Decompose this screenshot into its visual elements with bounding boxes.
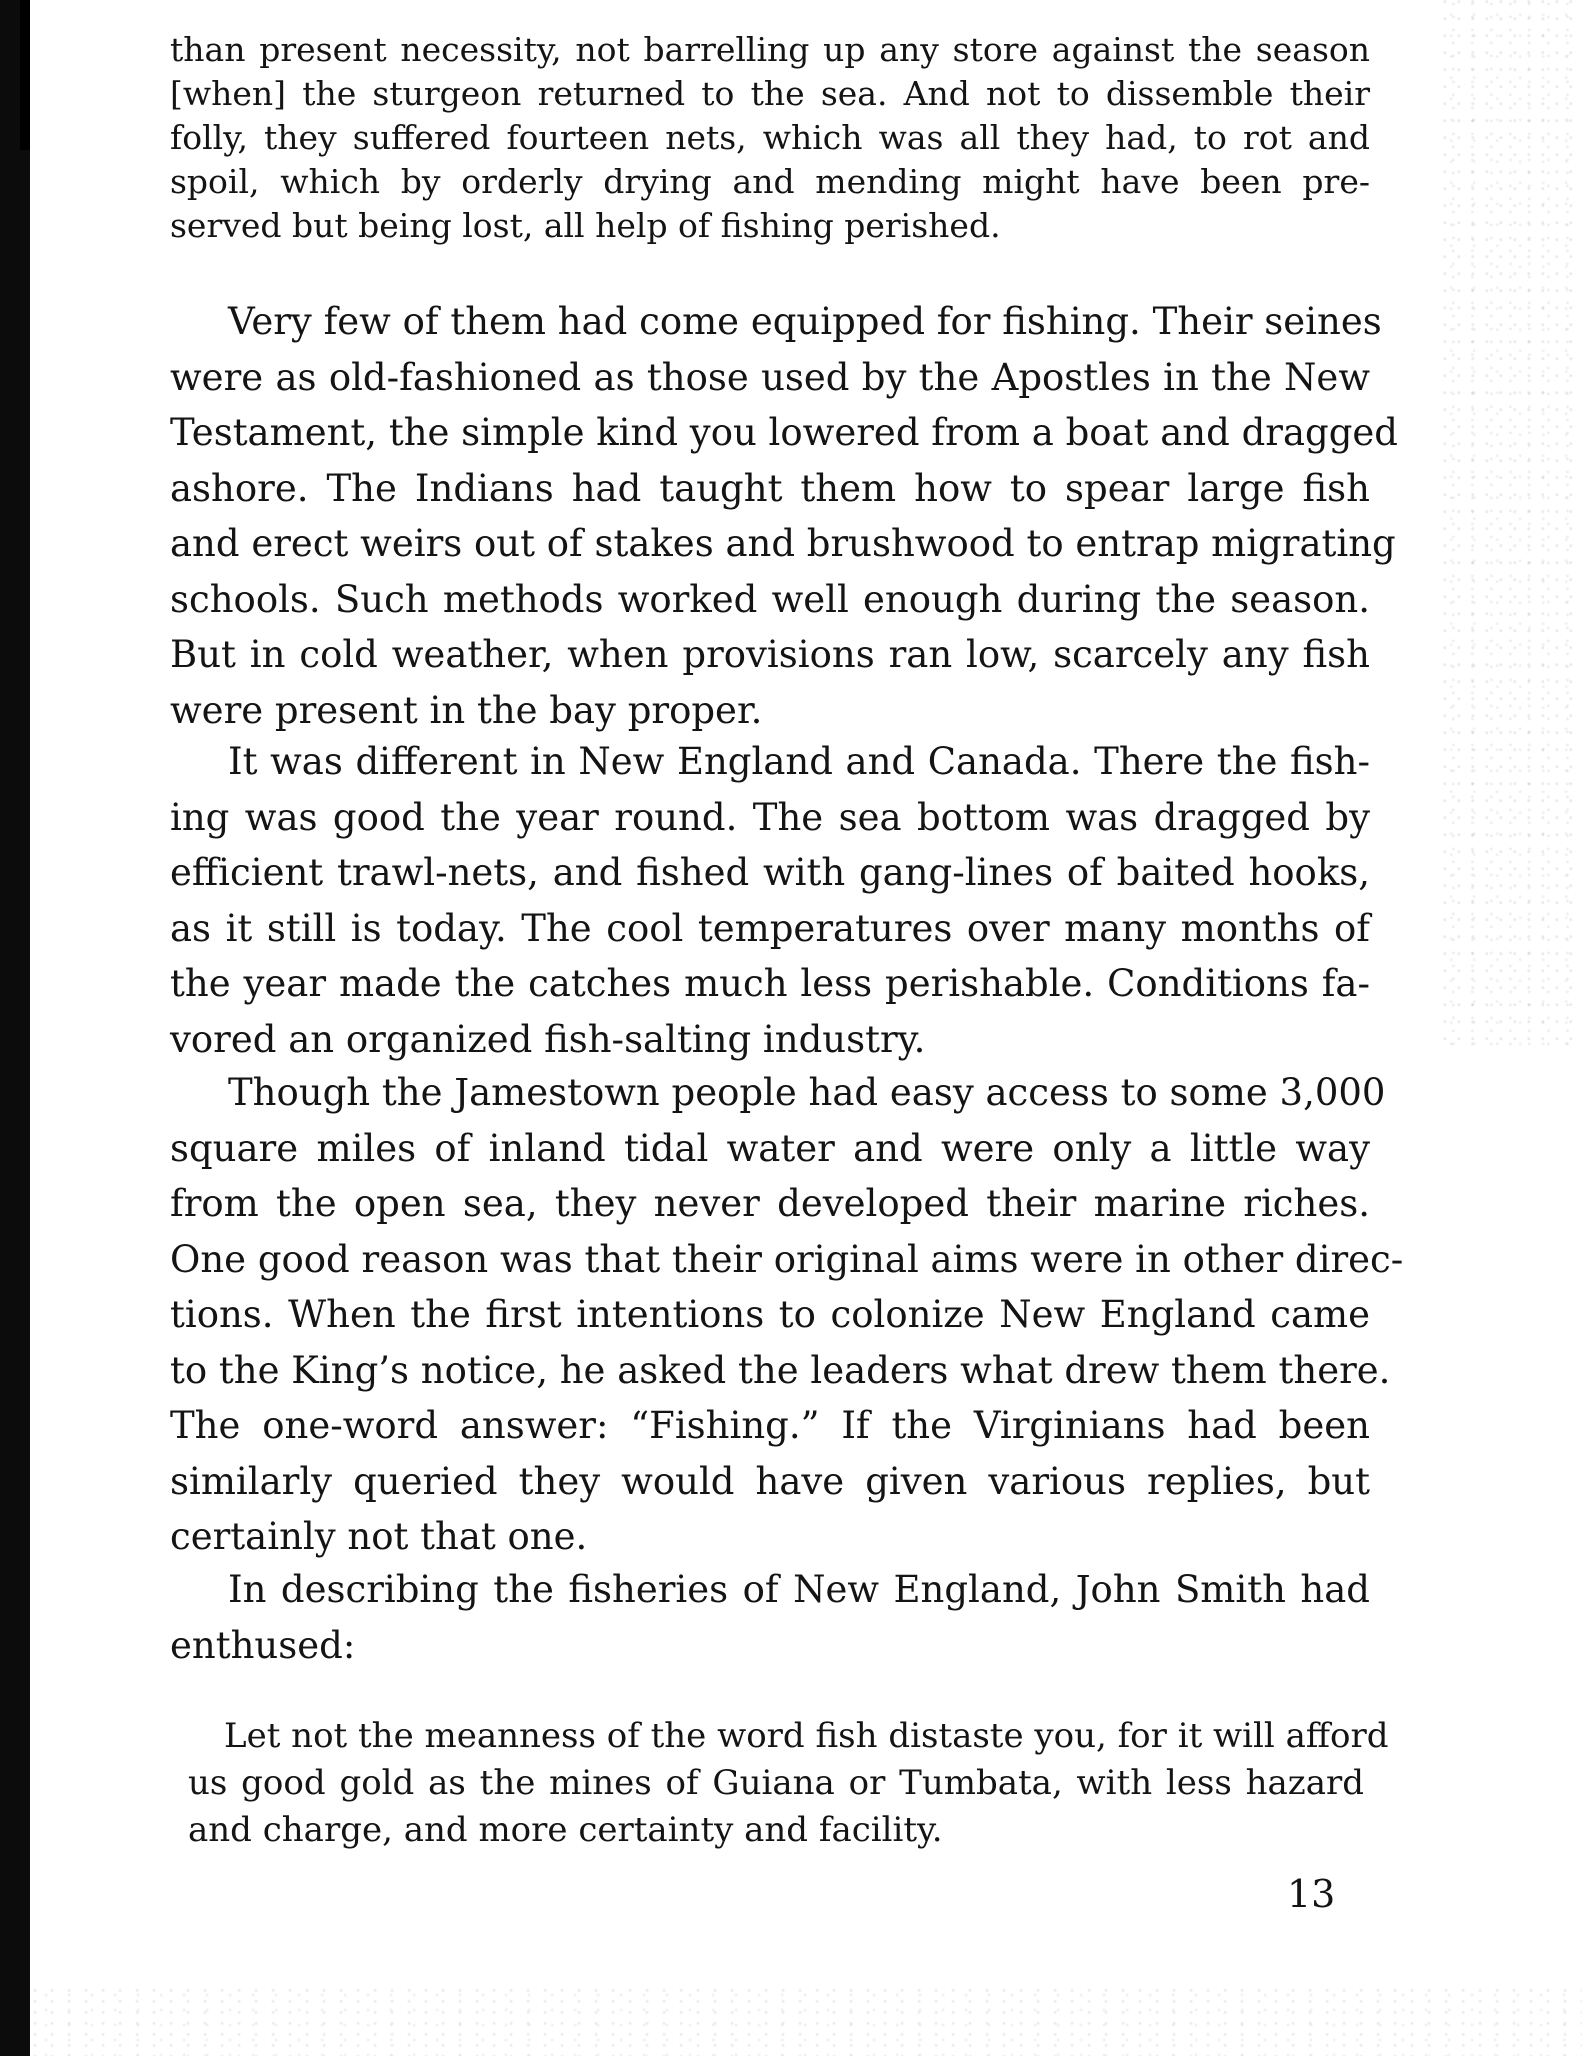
text-line: efficient trawl-nets, and fished with gang-lines of baited hooks, bbox=[170, 851, 1370, 894]
text-line: similarly queried they would have given various replies, but bbox=[170, 1459, 1370, 1503]
text-line: as it still is today. The cool temperatures over many months of bbox=[170, 906, 1370, 950]
text-line: and erect weirs out of stakes and brushwood to entrap migrating bbox=[170, 522, 1396, 565]
binding-edge bbox=[0, 0, 30, 2056]
text-line: enthused: bbox=[170, 1623, 356, 1667]
text-line: folly, they suffered fourteen nets, which was all they had, to rot and bbox=[170, 118, 1370, 157]
paragraph-john-smith bbox=[170, 1562, 1370, 1673]
paragraph-jamestown bbox=[170, 1065, 1404, 1565]
text-line: Testament, the simple kind you lowered from a boat and dragged bbox=[170, 411, 1398, 454]
text-line: ing was good the year round. The sea bottom was dragged by bbox=[170, 795, 1370, 839]
text-line: the year made the catches much less perishable. Conditions fa- bbox=[170, 962, 1370, 1005]
text-line: to the King’s notice, he asked the leaders what drew them there. bbox=[170, 1348, 1391, 1392]
text-line: Though the Jamestown people had easy access to some 3,000 bbox=[228, 1071, 1386, 1114]
text-line: were present in the bay proper. bbox=[170, 688, 763, 732]
text-line: tions. When the first intentions to colonize New England came bbox=[170, 1293, 1370, 1336]
scan-noise-right bbox=[1442, 0, 1582, 1050]
text-line: The one-word answer: “Fishing.” If the Virginians had been bbox=[170, 1404, 1370, 1447]
block-quote bbox=[188, 1713, 1389, 1854]
paragraph-new-england bbox=[170, 734, 1370, 1067]
text-line: from the open sea, they never developed their marine riches. bbox=[170, 1182, 1370, 1225]
text-line: It was different in New England and Canada. There the fish- bbox=[228, 740, 1370, 783]
quote-continuation bbox=[170, 28, 1370, 248]
page-number: 13 bbox=[1287, 1872, 1336, 1916]
text-line: Let not the meanness of the word fish distaste you, for it will afford bbox=[224, 1716, 1389, 1756]
text-line: us good gold as the mines of Guiana or Tumbata, with less hazard bbox=[188, 1763, 1364, 1803]
text-line: ashore. The Indians had taught them how to spear large fish bbox=[170, 466, 1370, 510]
text-line: were as old-fashioned as those used by the Apostles in the New bbox=[170, 355, 1370, 399]
text-line: served but being lost, all help of fishing perished. bbox=[170, 206, 1001, 245]
paragraph-fishing-equipment bbox=[170, 294, 1398, 738]
text-line: One good reason was that their original aims were in other direc- bbox=[170, 1237, 1404, 1281]
text-line: But in cold weather, when provisions ran low, scarcely any fish bbox=[170, 633, 1370, 676]
text-line: schools. Such methods worked well enough during the season. bbox=[170, 577, 1370, 621]
text-line: certainly not that one. bbox=[170, 1515, 588, 1558]
text-line: square miles of inland tidal water and were only a little way bbox=[170, 1126, 1370, 1170]
text-line: Very few of them had come equipped for fishing. Their seines bbox=[228, 300, 1382, 343]
scan-noise-bottom bbox=[30, 1986, 1582, 2056]
text-line: [when] the sturgeon returned to the sea. And not to dissemble their bbox=[170, 74, 1370, 113]
text-line: In describing the fisheries of New England, John Smith had bbox=[228, 1568, 1370, 1611]
text-line: and charge, and more certainty and facility. bbox=[188, 1810, 943, 1850]
text-line: vored an organized fish-salting industry. bbox=[170, 1017, 926, 1061]
text-line: than present necessity, not barrelling up any store against the season bbox=[170, 30, 1370, 69]
text-line: spoil, which by orderly drying and mending might have been pre- bbox=[170, 162, 1370, 201]
binding-shadow bbox=[20, 0, 30, 150]
